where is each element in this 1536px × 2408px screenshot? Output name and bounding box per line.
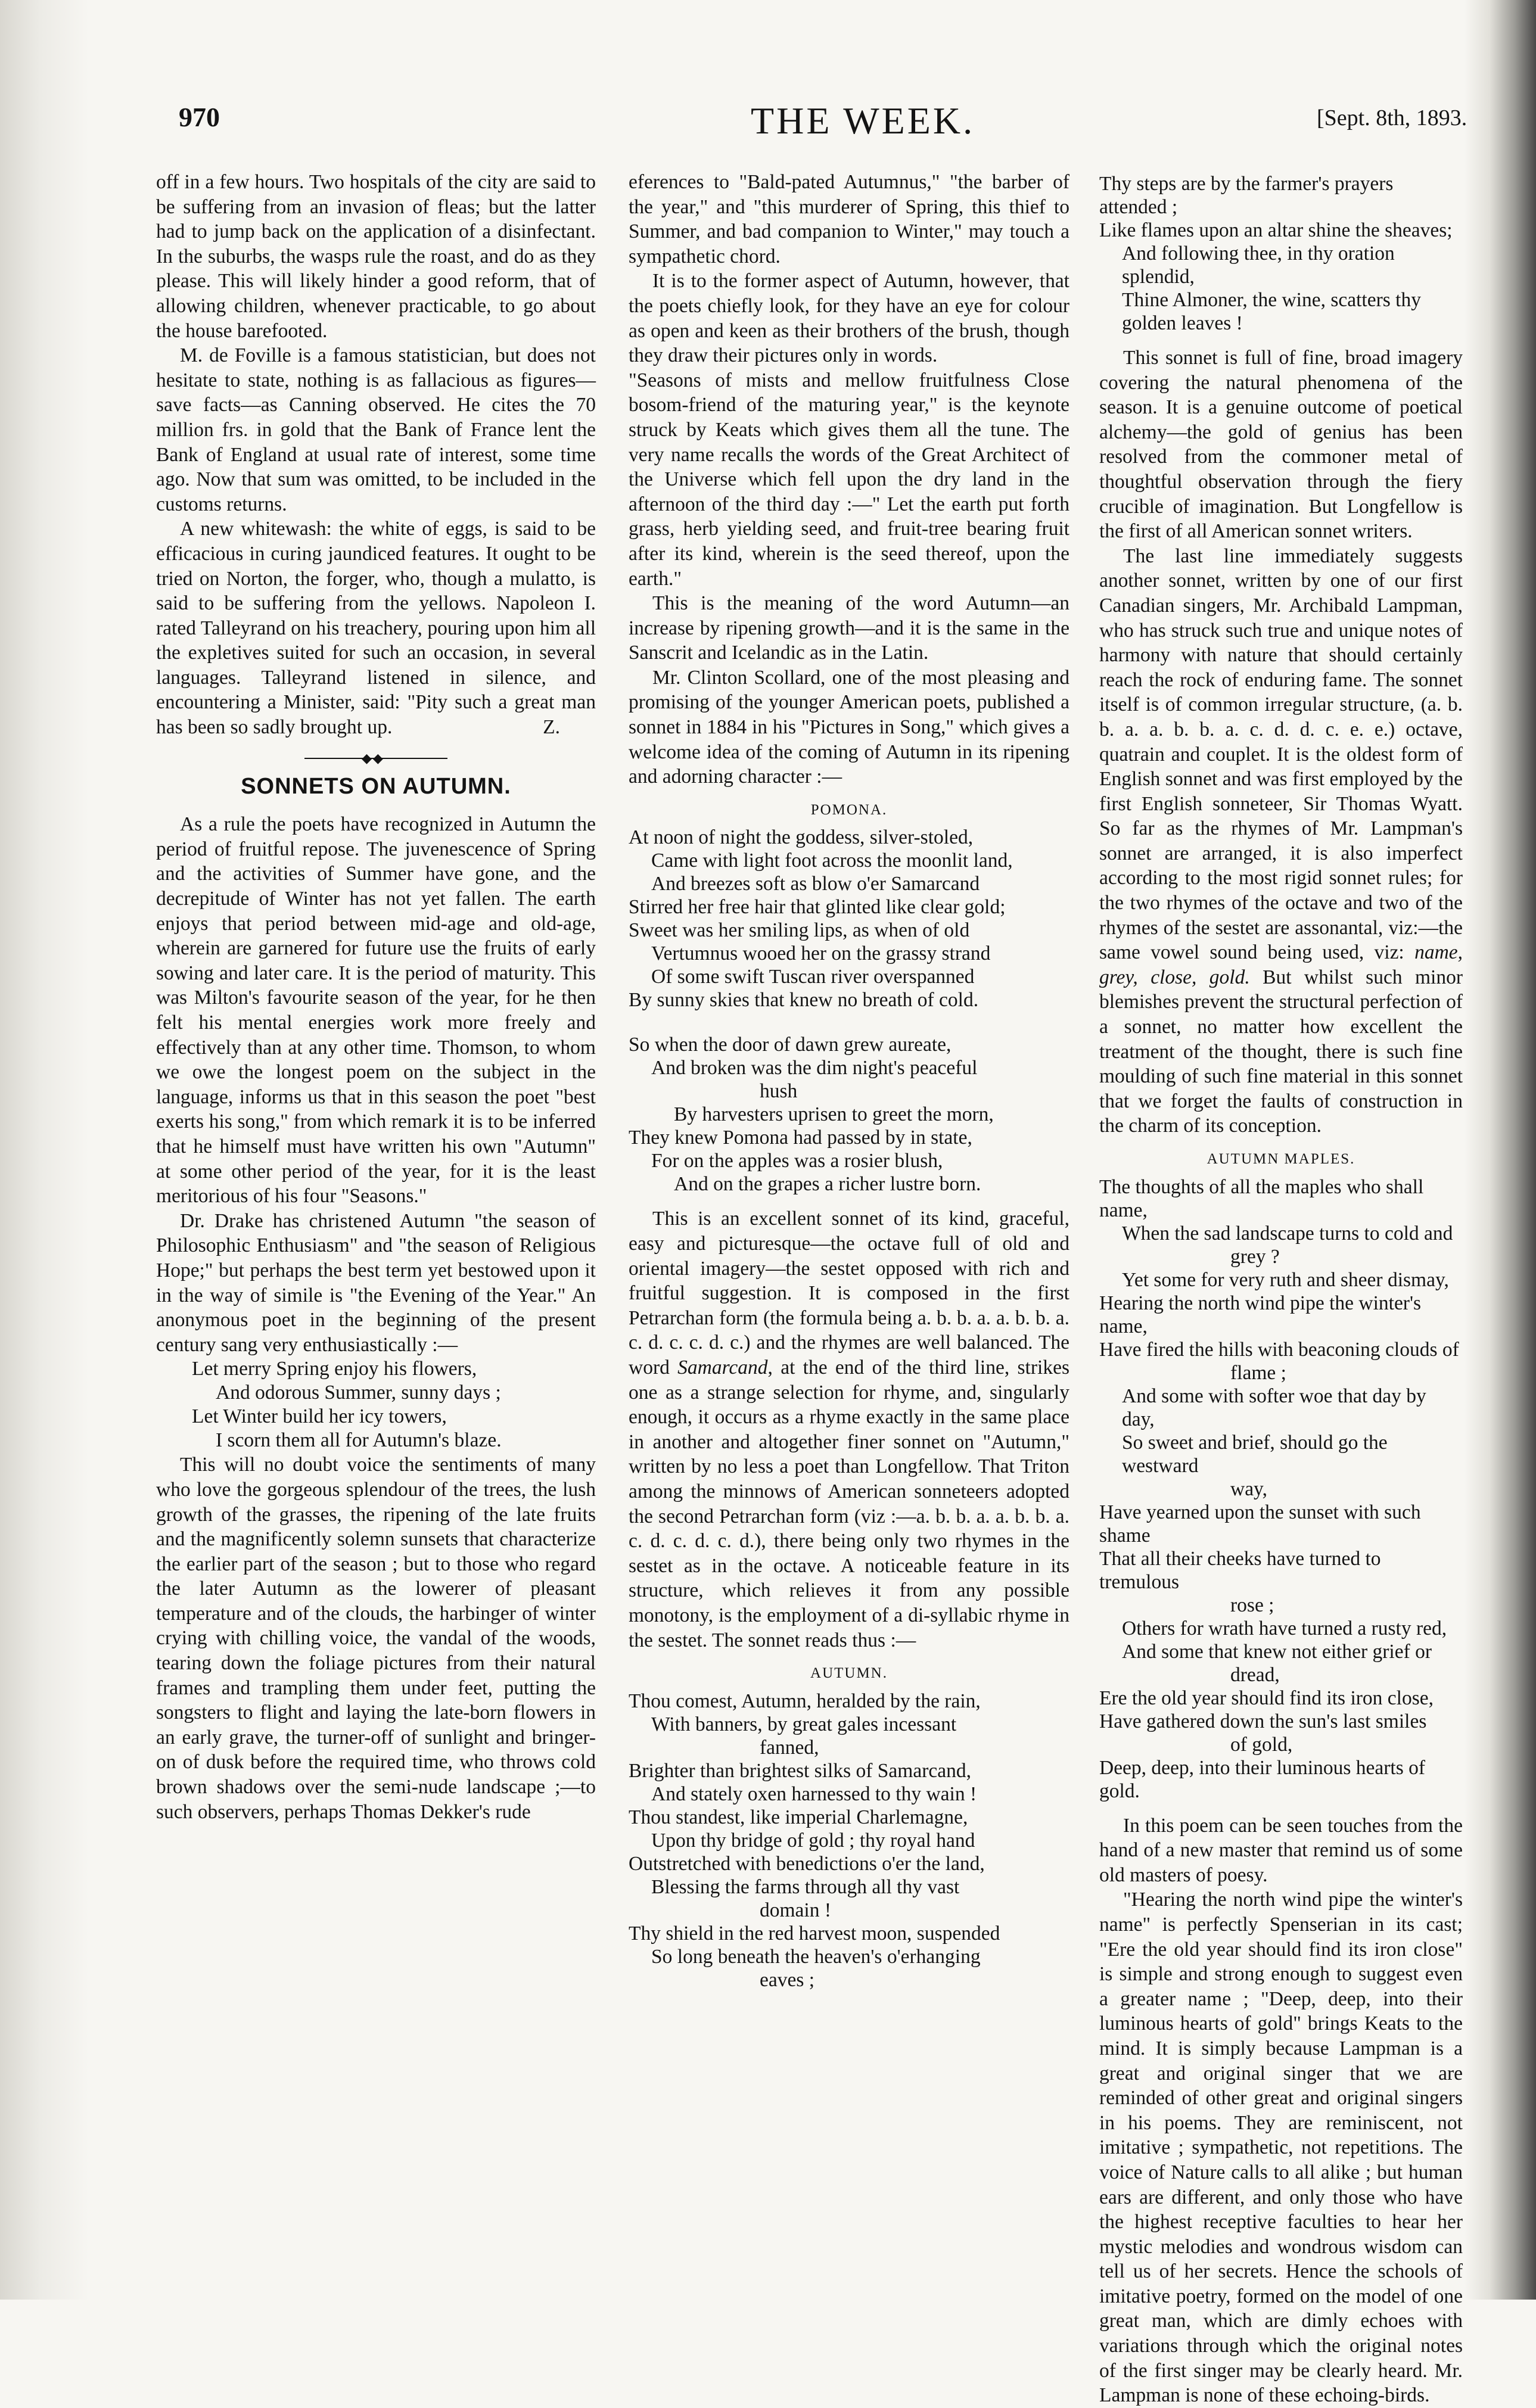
paragraph: M. de Foville is a famous statistician, but does not hesitate to state, nothing is as fallacious as figures—save facts—as Canning observed. He cites the 70 million frs. in gold that the Bank of France lent the Bank of England at usual rate of interest, some time ago. Now that sum was omitted, to be included in the customs returns. [156, 344, 596, 515]
verse-line: The thoughts of all the maples who shall name, [1099, 1175, 1424, 1221]
verse-line: Blessing the farms through all thy vast [651, 1875, 960, 1898]
verse-line: Vertumnus wooed her on the grassy strand [651, 942, 991, 965]
verse-line: grey ? [1230, 1245, 1280, 1268]
verse-line: Sweet was her smiling lips, as when of old [629, 919, 970, 942]
verse-line: So long beneath the heaven's o'erhanging [651, 1945, 981, 1968]
text-run: But whilst such minor blemishes prevent the structural perfection of a sonnet, no matter how excellent the treatment of the thought, there is such fine moulding of such fine material in this sonnet that we forget the faults of construction in the charm of its conception. [1099, 966, 1463, 1137]
verse-line: flame ; [1230, 1361, 1286, 1384]
signature: Z. [543, 716, 560, 739]
paragraph: "Seasons of mists and mellow fruitfulness Close bosom-friend of the maturing year," is the keynote struck by Keats which gives them all the tune. The very name recalls the words of the Great Architect of the Universe which fell upon the dry land in the afternoon of the third day :—" Let the earth put forth grass, herb yielding seed, and fruit-tree bearing fruit after its kind, wherein is the seed thereof, upon the earth." [629, 369, 1069, 590]
verse-line: With banners, by great gales incessant [651, 1713, 957, 1735]
column-1 [156, 170, 596, 1824]
masthead-title: THE WEEK. [751, 99, 975, 142]
paragraph: As a rule the poets have recognized in Autumn the period of fruitful repose. The juvenescence of Spring and the activities of Summer have gone, and the decrepitude of Winter has not yet fallen. The earth enjoys that period between mid-age and old-age, wherein are garnered for future use the fruits of early sowing and later care. It is the period of maturity. This was Milton's favourite season of the year, for he then felt his mental energies work more freely and effectively than at any other time. Thomson, to whom we owe the longest poem on the subject in the language, informs us that in this season the poet "best exerts his song," from which remark it is to be inferred that he himself must have written his own "Autumn" at some other period of the year, for it is the least meritorious of his four "Seasons." [156, 813, 596, 1208]
verse-line: Yet some for very ruth and sheer dismay, [1122, 1268, 1449, 1291]
verse-line: Let Winter build her icy towers, [192, 1405, 447, 1428]
poem-autumn [629, 1690, 1069, 1992]
verse-line: They knew Pomona had passed by in state, [629, 1127, 972, 1149]
verse-line: Brighter than brightest silks of Samarcand, [629, 1759, 971, 1782]
quoted-verse [192, 1357, 596, 1452]
text-run: This is an excellent sonnet of its kind, graceful, easy and picturesque—the octave full of old and oriental imagery—the sestet opposed with rich and fruitful suggestion. It is composed in the first Petrarchan form (the formula being a. b. b. a. a. b. b. a. c. d. c. c. d. c.) and the rhymes are well balanced. The word [629, 1208, 1069, 1379]
paragraph: "Hearing the north wind pipe the winter's name" is perfectly Spenserian in its cast; "Ere the old year should find its iron close" is simple and strong enough to suggest even a greater name ; "Deep, deep, into their luminous hearts of gold" brings Keats to the mind. It is simply because Lampman is a great and original singer that we are reminded of other great and original singers in his poems. They are reminiscent, not imitative ; sympathetic, not repetitions. The voice of Nature calls to all alike ; but human ears are different, and only those who have the highest receptive faculties to hear her mystic melodies and wondrous wisdom can tell us of her secrets. Hence the schools of imitative poetry, formed on the model of one great man, which are dimly echoes with variations through which the original notes of the first singer may be clearly heard. Mr. Lampman is none of these echoing-birds. [1099, 1889, 1463, 2407]
paragraph: This sonnet is full of fine, broad imagery covering the natural phenomena of the season. It is a genuine outcome of poetical alchemy—the gold of genius has been resolved from the commoner metal of thoughtful observation through the fiery crucible of imagination. But Longfellow is the first of all American sonnet writers. [1099, 347, 1463, 543]
page-shadow-left [0, 0, 89, 2300]
verse-line: And broken was the dim night's peaceful [651, 1057, 978, 1079]
verse-line: eaves ; [760, 1968, 815, 1991]
paragraph: Mr. Clinton Scollard, one of the most pleasing and promising of the younger American poets, published a sonnet in 1884 in his "Pictures in Song," which gives a welcome idea of the coming of Autumn in its ripening and adorning character :— [629, 666, 1069, 788]
verse-line: By harvesters uprisen to greet the morn, [674, 1103, 994, 1126]
verse-line: Thou standest, like imperial Charlemagne, [629, 1806, 968, 1828]
verse-line: Came with light foot across the moonlit land, [651, 850, 1013, 872]
verse-line: For on the apples was a rosier blush, [651, 1150, 943, 1172]
verse-line: hush [760, 1080, 798, 1103]
verse-line: domain ! [760, 1899, 832, 1921]
italic-words: name, grey, close, gold. [1099, 941, 1463, 988]
verse-line: And on the grapes a richer lustre born. [674, 1173, 981, 1196]
poem-pomona [629, 826, 1069, 1196]
verse-line: And odorous Summer, sunny days ; [216, 1382, 501, 1404]
verse-line: Ere the old year should find its iron close, [1099, 1687, 1434, 1709]
verse-line: way, [1230, 1477, 1268, 1500]
column-2 [629, 170, 1069, 2002]
poem-title: AUTUMN. [810, 1665, 888, 1682]
paragraph: A new whitewash: the white of eggs, is said to be efficacious in curing jaundiced features. It ought to be tried on Norton, the forger, who, though a mulatto, is said to be suffering from the yellows. Napoleon I. rated Talleyrand on his treachery, pouring upon him all the expletives suited for such an occasion, in several languages. Talleyrand listened in silence, and encountering a Minister, said: "Pity such a great man has been so sadly brought up. [156, 518, 596, 739]
poem-autumn-continued [1099, 172, 1463, 335]
verse-line: At noon of night the goddess, silver-stoled, [629, 826, 974, 849]
verse-line: rose ; [1230, 1594, 1274, 1616]
verse-line: That all their cheeks have turned to tremulous [1099, 1547, 1381, 1593]
verse-line: Thine Almoner, the wine, scatters thy golden leaves ! [1122, 289, 1421, 334]
issue-date: [Sept. 8th, 1893. [1317, 105, 1467, 130]
paragraph: It is to the former aspect of Autumn, however, that the poets chiefly look, for they have an eye for colour as open and keen as their brothers of the brush, though they draw their pictures only in words. [629, 270, 1069, 367]
paragraph: Dr. Drake has christened Autumn "the season of Philosophic Enthusiasm" and "the season of Religious Hope;" but perhaps the best term yet bestowed upon it in the way of simile is "the Evening of the Year." An anonymous poet in the beginning of the present century sang very enthusiastically :— [156, 1209, 596, 1356]
poem-title: POMONA. [810, 801, 888, 818]
paragraph: eferences to "Bald-pated Autumnus," "the barber of the year," and "this murderer of Spring, this thief to Summer, and bad companion to Winter," may touch a sympathetic chord. [629, 171, 1069, 267]
verse-line: Stirred her free hair that glinted like clear gold; [629, 896, 1006, 919]
verse-line: So sweet and brief, should go the westward [1122, 1431, 1388, 1477]
verse-line: Others for wrath have turned a rusty red, [1122, 1617, 1447, 1639]
verse-line: Have gathered down the sun's last smiles [1099, 1710, 1427, 1732]
verse-line: Thou comest, Autumn, heralded by the rain, [629, 1690, 981, 1712]
italic-word: Samarcand [677, 1357, 768, 1379]
paragraph: off in a few hours. Two hospitals of the city are said to be suffering from an invasion of fleas; but the latter had to jump back on the application of a disinfectant. In the suburbs, the wasps rule the roast, and do as they please. This will likely hinder a good reform, that of allowing children, whenever practicable, to go about the house barefooted. [156, 171, 596, 342]
column-3 [1099, 170, 1463, 2408]
verse-line: Thy shield in the red harvest moon, suspended [629, 1922, 1000, 1945]
verse-line: When the sad landscape turns to cold and [1122, 1222, 1453, 1245]
verse-line: of gold, [1230, 1733, 1293, 1756]
paragraph: In this poem can be seen touches from the hand of a new master that remind us of some old masters of poesy. [1099, 1814, 1463, 1886]
verse-line: And stately oxen harnessed to thy wain ! [651, 1782, 977, 1805]
section-heading: SONNETS ON AUTUMN. [241, 773, 511, 799]
verse-line: And breezes soft as blow o'er Samarcand [651, 873, 980, 895]
paragraph [629, 1206, 1069, 1653]
poem-autumn-maples [1099, 1175, 1463, 1803]
verse-line: By sunny skies that knew no breath of cold. [629, 989, 979, 1012]
verse-line: And following thee, in thy oration splendid, [1122, 242, 1395, 288]
verse-line: And some that knew not either grief or [1122, 1640, 1432, 1663]
verse-line: dread, [1230, 1663, 1280, 1686]
verse-line: Deep, deep, into their luminous hearts of gold. [1099, 1756, 1426, 1802]
poem-title: AUTUMN MAPLES. [1207, 1151, 1355, 1167]
paragraph: This is the meaning of the word Autumn—an increase by ripening growth—and it is the same in the Sanscrit and Icelandic as in the Latin. [629, 592, 1069, 664]
paragraph: This will no doubt voice the sentiments of many who love the gorgeous splendour of the trees, the lush growth of the grasses, the ripening of the late fruits and the magnificently solemn sunsets that characterize the earlier part of the season ; but to those who regard the later Autumn as the lowerer of pleasant temperature and of the clouds, the harbinger of winter crying with chilling voice, the vandal of the woods, tearing down the foliage pictures from their natural frames and trampling them under feet, putting the songsters to flight and laying the late-born flowers in an early grave, the turner-off of sunlight and bringer-on of dusk before the required time, who throws cold brown shadows over the semi-nude landscape ;—to such observers, perhaps Thomas Dekker's rude [156, 1454, 596, 1823]
page-number: 970 [179, 102, 220, 132]
page-shadow-right [1465, 0, 1536, 2300]
verse-line: Like flames upon an altar shine the sheaves; [1099, 219, 1453, 241]
verse-line: Outstretched with benedictions o'er the land, [629, 1852, 985, 1875]
verse-line: And some with softer woe that day by day, [1122, 1385, 1426, 1430]
text-run: The last line immediately suggests another sonnet, written by one of our first Canadian singers, Mr. Archibald Lampman, who has struck such true and unique notes of harmony with nature that should certainly reach the rock of enduring fame. The sonnet itself is of common irregular structure, (a. b. b. a. a. b. b. a. c. d. d. c. e. e.) octave, quatrain and couplet. It is the oldest form of English sonnet and was first employed by the first English sonneteer, Sir Thomas Wyatt. So far as the rhymes of Mr. Lampman's sonnet are arranged, it is also imperfect according to the most rigid sonnet rules; for the two rhymes of the octave and two of the rhymes of the sestet are assonantal, viz:—the same vowel sound being used, viz: [1099, 545, 1463, 964]
verse-line: Let merry Spring enjoy his flowers, [192, 1358, 477, 1380]
page-header [179, 101, 1490, 155]
verse-line: Upon thy bridge of gold ; thy royal hand [651, 1829, 975, 1852]
verse-line: Have fired the hills with beaconing clouds of [1099, 1338, 1459, 1361]
verse-line: Of some swift Tuscan river overspanned [651, 966, 975, 988]
paragraph [1099, 544, 1463, 1138]
verse-line: I scorn them all for Autumn's blaze. [216, 1429, 502, 1452]
verse-line: So when the door of dawn grew aureate, [629, 1034, 952, 1056]
verse-line: Thy steps are by the farmer's prayers attended ; [1099, 173, 1394, 218]
section-divider [304, 758, 447, 761]
verse-line: fanned, [760, 1736, 819, 1759]
text-run: , at the end of the third line, strikes one as a strange selection for rhyme, and, singularly enough, it occurs as a rhyme exactly in the same place in another and altogether finer sonnet on "Autumn," written by no less a poet than Longfellow. That Triton among the minnows of American sonneteers adopted the second Petrarchan form (viz :—a. b. b. a. a. b. b. a. c. d. c. d. c. d.), there being only two rhymes in the sestet as in the octave. A noticeable feature in its structure, which relieves it from any possible monotony, is the employment of a di-syllabic rhyme in the sestet. The sonnet reads thus :— [629, 1357, 1069, 1651]
verse-line: Have yearned upon the sunset with such shame [1099, 1501, 1421, 1547]
stanza-gap [629, 1012, 1069, 1033]
verse-line: Hearing the north wind pipe the winter's name, [1099, 1292, 1422, 1337]
